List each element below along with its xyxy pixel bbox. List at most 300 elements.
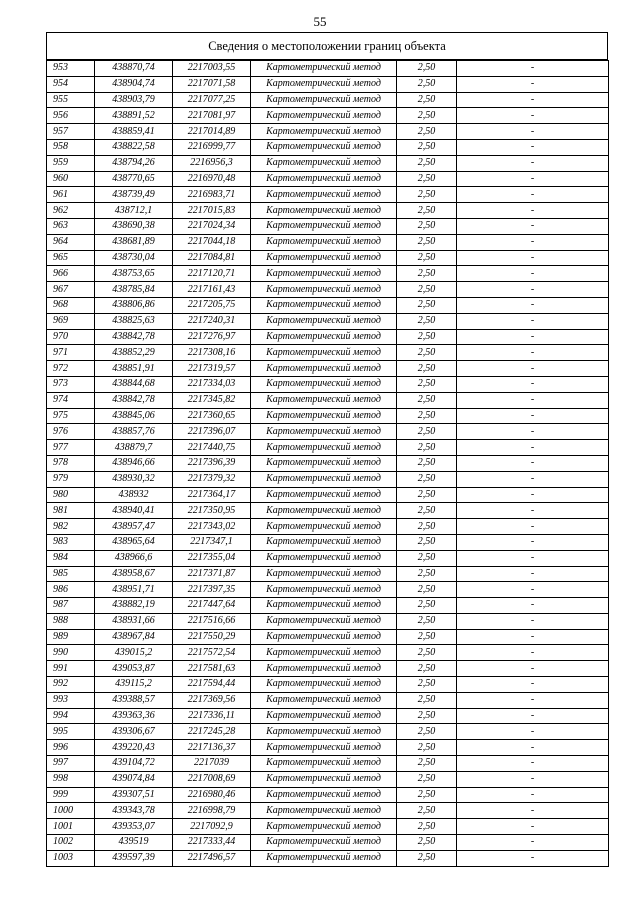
method-cell: Картометрический метод bbox=[251, 566, 397, 582]
description-cell: - bbox=[457, 266, 609, 282]
description-cell: - bbox=[457, 171, 609, 187]
point-number-cell: 976 bbox=[47, 424, 95, 440]
table-row bbox=[47, 677, 609, 693]
method-cell: Картометрический метод bbox=[251, 313, 397, 329]
description-cell: - bbox=[457, 61, 609, 77]
accuracy-cell: 2,50 bbox=[397, 803, 457, 819]
method-cell: Картометрический метод bbox=[251, 598, 397, 614]
accuracy-cell: 2,50 bbox=[397, 124, 457, 140]
x-coordinate-cell: 438859,41 bbox=[95, 124, 173, 140]
y-coordinate-cell: 2217276,97 bbox=[173, 329, 251, 345]
accuracy-cell: 2,50 bbox=[397, 598, 457, 614]
y-coordinate-cell: 2217336,11 bbox=[173, 708, 251, 724]
method-cell: Картометрический метод bbox=[251, 629, 397, 645]
y-coordinate-cell: 2217333,44 bbox=[173, 835, 251, 851]
point-number-cell: 997 bbox=[47, 756, 95, 772]
description-cell: - bbox=[457, 92, 609, 108]
point-number-cell: 974 bbox=[47, 392, 95, 408]
x-coordinate-cell: 438940,41 bbox=[95, 503, 173, 519]
description-cell: - bbox=[457, 740, 609, 756]
point-number-cell: 953 bbox=[47, 61, 95, 77]
table-row bbox=[47, 61, 609, 77]
description-cell: - bbox=[457, 313, 609, 329]
method-cell: Картометрический метод bbox=[251, 250, 397, 266]
accuracy-cell: 2,50 bbox=[397, 534, 457, 550]
method-cell: Картометрический метод bbox=[251, 361, 397, 377]
method-cell: Картометрический метод bbox=[251, 756, 397, 772]
point-number-cell: 979 bbox=[47, 471, 95, 487]
accuracy-cell: 2,50 bbox=[397, 155, 457, 171]
description-cell: - bbox=[457, 503, 609, 519]
x-coordinate-cell: 438882,19 bbox=[95, 598, 173, 614]
accuracy-cell: 2,50 bbox=[397, 76, 457, 92]
x-coordinate-cell: 438794,26 bbox=[95, 155, 173, 171]
table-row bbox=[47, 803, 609, 819]
description-cell: - bbox=[457, 787, 609, 803]
table-row bbox=[47, 629, 609, 645]
description-cell: - bbox=[457, 440, 609, 456]
y-coordinate-cell: 2216983,71 bbox=[173, 187, 251, 203]
point-number-cell: 969 bbox=[47, 313, 95, 329]
y-coordinate-cell: 2217015,83 bbox=[173, 203, 251, 219]
point-number-cell: 990 bbox=[47, 645, 95, 661]
y-coordinate-cell: 2217360,65 bbox=[173, 408, 251, 424]
description-cell: - bbox=[457, 645, 609, 661]
point-number-cell: 955 bbox=[47, 92, 95, 108]
page-number: 55 bbox=[313, 14, 327, 29]
accuracy-cell: 2,50 bbox=[397, 203, 457, 219]
method-cell: Картометрический метод bbox=[251, 76, 397, 92]
table-row bbox=[47, 582, 609, 598]
point-number-cell: 988 bbox=[47, 613, 95, 629]
point-number-cell: 961 bbox=[47, 187, 95, 203]
accuracy-cell: 2,50 bbox=[397, 819, 457, 835]
y-coordinate-cell: 2217081,97 bbox=[173, 108, 251, 124]
x-coordinate-cell: 438891,52 bbox=[95, 108, 173, 124]
table-row bbox=[47, 187, 609, 203]
description-cell: - bbox=[457, 803, 609, 819]
y-coordinate-cell: 2217572,54 bbox=[173, 645, 251, 661]
table-row bbox=[47, 692, 609, 708]
x-coordinate-cell: 438770,65 bbox=[95, 171, 173, 187]
method-cell: Картометрический метод bbox=[251, 218, 397, 234]
y-coordinate-cell: 2217347,1 bbox=[173, 534, 251, 550]
point-number-cell: 982 bbox=[47, 519, 95, 535]
method-cell: Картометрический метод bbox=[251, 124, 397, 140]
method-cell: Картометрический метод bbox=[251, 282, 397, 298]
accuracy-cell: 2,50 bbox=[397, 692, 457, 708]
table-row bbox=[47, 329, 609, 345]
method-cell: Картометрический метод bbox=[251, 803, 397, 819]
description-cell: - bbox=[457, 108, 609, 124]
x-coordinate-cell: 439074,84 bbox=[95, 771, 173, 787]
y-coordinate-cell: 2217369,56 bbox=[173, 692, 251, 708]
table-row bbox=[47, 503, 609, 519]
point-number-cell: 995 bbox=[47, 724, 95, 740]
y-coordinate-cell: 2217447,64 bbox=[173, 598, 251, 614]
accuracy-cell: 2,50 bbox=[397, 771, 457, 787]
method-cell: Картометрический метод bbox=[251, 613, 397, 629]
table-row bbox=[47, 613, 609, 629]
table-row bbox=[47, 124, 609, 140]
point-number-cell: 954 bbox=[47, 76, 95, 92]
accuracy-cell: 2,50 bbox=[397, 234, 457, 250]
method-cell: Картометрический метод bbox=[251, 708, 397, 724]
table-title: Сведения о местоположении границ объекта bbox=[46, 32, 608, 60]
table-row bbox=[47, 455, 609, 471]
method-cell: Картометрический метод bbox=[251, 376, 397, 392]
method-cell: Картометрический метод bbox=[251, 503, 397, 519]
point-number-cell: 978 bbox=[47, 455, 95, 471]
description-cell: - bbox=[457, 345, 609, 361]
point-number-cell: 981 bbox=[47, 503, 95, 519]
x-coordinate-cell: 438967,84 bbox=[95, 629, 173, 645]
method-cell: Картометрический метод bbox=[251, 819, 397, 835]
accuracy-cell: 2,50 bbox=[397, 424, 457, 440]
method-cell: Картометрический метод bbox=[251, 471, 397, 487]
y-coordinate-cell: 2217161,43 bbox=[173, 282, 251, 298]
accuracy-cell: 2,50 bbox=[397, 250, 457, 266]
method-cell: Картометрический метод bbox=[251, 345, 397, 361]
description-cell: - bbox=[457, 455, 609, 471]
point-number-cell: 958 bbox=[47, 139, 95, 155]
point-number-cell: 999 bbox=[47, 787, 95, 803]
description-cell: - bbox=[457, 598, 609, 614]
description-cell: - bbox=[457, 76, 609, 92]
method-cell: Картометрический метод bbox=[251, 534, 397, 550]
x-coordinate-cell: 438958,67 bbox=[95, 566, 173, 582]
method-cell: Картометрический метод bbox=[251, 677, 397, 693]
x-coordinate-cell: 438931,66 bbox=[95, 613, 173, 629]
y-coordinate-cell: 2217343,02 bbox=[173, 519, 251, 535]
accuracy-cell: 2,50 bbox=[397, 708, 457, 724]
point-number-cell: 986 bbox=[47, 582, 95, 598]
x-coordinate-cell: 438690,38 bbox=[95, 218, 173, 234]
method-cell: Картометрический метод bbox=[251, 724, 397, 740]
x-coordinate-cell: 438842,78 bbox=[95, 329, 173, 345]
table-row bbox=[47, 139, 609, 155]
description-cell: - bbox=[457, 250, 609, 266]
description-cell: - bbox=[457, 835, 609, 851]
accuracy-cell: 2,50 bbox=[397, 218, 457, 234]
x-coordinate-cell: 438851,91 bbox=[95, 361, 173, 377]
accuracy-cell: 2,50 bbox=[397, 550, 457, 566]
x-coordinate-cell: 438712,1 bbox=[95, 203, 173, 219]
table-row bbox=[47, 155, 609, 171]
table-row bbox=[47, 708, 609, 724]
accuracy-cell: 2,50 bbox=[397, 92, 457, 108]
table-row bbox=[47, 282, 609, 298]
method-cell: Картометрический метод bbox=[251, 139, 397, 155]
y-coordinate-cell: 2217084,81 bbox=[173, 250, 251, 266]
y-coordinate-cell: 2217334,03 bbox=[173, 376, 251, 392]
description-cell: - bbox=[457, 139, 609, 155]
table-row bbox=[47, 203, 609, 219]
x-coordinate-cell: 438965,64 bbox=[95, 534, 173, 550]
x-coordinate-cell: 438842,78 bbox=[95, 392, 173, 408]
y-coordinate-cell: 2217024,34 bbox=[173, 218, 251, 234]
table-row bbox=[47, 756, 609, 772]
method-cell: Картометрический метод bbox=[251, 835, 397, 851]
accuracy-cell: 2,50 bbox=[397, 629, 457, 645]
table-row bbox=[47, 297, 609, 313]
description-cell: - bbox=[457, 724, 609, 740]
y-coordinate-cell: 2216970,48 bbox=[173, 171, 251, 187]
x-coordinate-cell: 438753,65 bbox=[95, 266, 173, 282]
x-coordinate-cell: 438946,66 bbox=[95, 455, 173, 471]
x-coordinate-cell: 438966,6 bbox=[95, 550, 173, 566]
accuracy-cell: 2,50 bbox=[397, 787, 457, 803]
accuracy-cell: 2,50 bbox=[397, 661, 457, 677]
point-number-cell: 971 bbox=[47, 345, 95, 361]
point-number-cell: 989 bbox=[47, 629, 95, 645]
point-number-cell: 993 bbox=[47, 692, 95, 708]
accuracy-cell: 2,50 bbox=[397, 392, 457, 408]
accuracy-cell: 2,50 bbox=[397, 455, 457, 471]
method-cell: Картометрический метод bbox=[251, 850, 397, 866]
table-row bbox=[47, 487, 609, 503]
x-coordinate-cell: 438870,74 bbox=[95, 61, 173, 77]
method-cell: Картометрический метод bbox=[251, 645, 397, 661]
y-coordinate-cell: 2217440,75 bbox=[173, 440, 251, 456]
y-coordinate-cell: 2217516,66 bbox=[173, 613, 251, 629]
accuracy-cell: 2,50 bbox=[397, 471, 457, 487]
y-coordinate-cell: 2217319,57 bbox=[173, 361, 251, 377]
y-coordinate-cell: 2217077,25 bbox=[173, 92, 251, 108]
table-row bbox=[47, 740, 609, 756]
x-coordinate-cell: 438930,32 bbox=[95, 471, 173, 487]
x-coordinate-cell: 439306,67 bbox=[95, 724, 173, 740]
table-row bbox=[47, 392, 609, 408]
table-row bbox=[47, 598, 609, 614]
accuracy-cell: 2,50 bbox=[397, 376, 457, 392]
description-cell: - bbox=[457, 708, 609, 724]
y-coordinate-cell: 2217345,82 bbox=[173, 392, 251, 408]
x-coordinate-cell: 438857,76 bbox=[95, 424, 173, 440]
y-coordinate-cell: 2216998,79 bbox=[173, 803, 251, 819]
y-coordinate-cell: 2217371,87 bbox=[173, 566, 251, 582]
method-cell: Картометрический метод bbox=[251, 424, 397, 440]
y-coordinate-cell: 2217308,16 bbox=[173, 345, 251, 361]
description-cell: - bbox=[457, 234, 609, 250]
description-cell: - bbox=[457, 661, 609, 677]
accuracy-cell: 2,50 bbox=[397, 519, 457, 535]
point-number-cell: 991 bbox=[47, 661, 95, 677]
description-cell: - bbox=[457, 155, 609, 171]
y-coordinate-cell: 2217496,57 bbox=[173, 850, 251, 866]
description-cell: - bbox=[457, 187, 609, 203]
method-cell: Картометрический метод bbox=[251, 155, 397, 171]
point-number-cell: 977 bbox=[47, 440, 95, 456]
table-row bbox=[47, 819, 609, 835]
x-coordinate-cell: 439115,2 bbox=[95, 677, 173, 693]
point-number-cell: 957 bbox=[47, 124, 95, 140]
method-cell: Картометрический метод bbox=[251, 692, 397, 708]
description-cell: - bbox=[457, 850, 609, 866]
point-number-cell: 963 bbox=[47, 218, 95, 234]
description-cell: - bbox=[457, 329, 609, 345]
method-cell: Картометрический метод bbox=[251, 266, 397, 282]
y-coordinate-cell: 2217039 bbox=[173, 756, 251, 772]
y-coordinate-cell: 2216999,77 bbox=[173, 139, 251, 155]
description-cell: - bbox=[457, 376, 609, 392]
accuracy-cell: 2,50 bbox=[397, 361, 457, 377]
point-number-cell: 992 bbox=[47, 677, 95, 693]
y-coordinate-cell: 2217581,63 bbox=[173, 661, 251, 677]
table-body bbox=[47, 61, 609, 867]
y-coordinate-cell: 2217008,69 bbox=[173, 771, 251, 787]
table-row bbox=[47, 566, 609, 582]
table-row bbox=[47, 645, 609, 661]
method-cell: Картометрический метод bbox=[251, 455, 397, 471]
x-coordinate-cell: 438845,06 bbox=[95, 408, 173, 424]
point-number-cell: 964 bbox=[47, 234, 95, 250]
y-coordinate-cell: 2217092,9 bbox=[173, 819, 251, 835]
x-coordinate-cell: 439104,72 bbox=[95, 756, 173, 772]
boundary-table-frame bbox=[46, 32, 608, 867]
point-number-cell: 1003 bbox=[47, 850, 95, 866]
accuracy-cell: 2,50 bbox=[397, 345, 457, 361]
x-coordinate-cell: 439597,39 bbox=[95, 850, 173, 866]
method-cell: Картометрический метод bbox=[251, 108, 397, 124]
point-number-cell: 970 bbox=[47, 329, 95, 345]
y-coordinate-cell: 2217396,39 bbox=[173, 455, 251, 471]
table-row bbox=[47, 92, 609, 108]
y-coordinate-cell: 2217355,04 bbox=[173, 550, 251, 566]
x-coordinate-cell: 439307,51 bbox=[95, 787, 173, 803]
x-coordinate-cell: 438879,7 bbox=[95, 440, 173, 456]
y-coordinate-cell: 2217120,71 bbox=[173, 266, 251, 282]
table-row bbox=[47, 534, 609, 550]
accuracy-cell: 2,50 bbox=[397, 645, 457, 661]
point-number-cell: 1000 bbox=[47, 803, 95, 819]
x-coordinate-cell: 439015,2 bbox=[95, 645, 173, 661]
method-cell: Картометрический метод bbox=[251, 187, 397, 203]
table-row bbox=[47, 266, 609, 282]
description-cell: - bbox=[457, 282, 609, 298]
y-coordinate-cell: 2217071,58 bbox=[173, 76, 251, 92]
table-row bbox=[47, 234, 609, 250]
table-row bbox=[47, 835, 609, 851]
table-row bbox=[47, 218, 609, 234]
y-coordinate-cell: 2217240,31 bbox=[173, 313, 251, 329]
accuracy-cell: 2,50 bbox=[397, 61, 457, 77]
x-coordinate-cell: 438681,89 bbox=[95, 234, 173, 250]
boundary-points-table bbox=[46, 60, 609, 867]
description-cell: - bbox=[457, 819, 609, 835]
method-cell: Картометрический метод bbox=[251, 519, 397, 535]
method-cell: Картометрический метод bbox=[251, 550, 397, 566]
description-cell: - bbox=[457, 424, 609, 440]
y-coordinate-cell: 2217136,37 bbox=[173, 740, 251, 756]
description-cell: - bbox=[457, 582, 609, 598]
description-cell: - bbox=[457, 566, 609, 582]
x-coordinate-cell: 438852,29 bbox=[95, 345, 173, 361]
method-cell: Картометрический метод bbox=[251, 787, 397, 803]
x-coordinate-cell: 439053,87 bbox=[95, 661, 173, 677]
y-coordinate-cell: 2217205,75 bbox=[173, 297, 251, 313]
table-row bbox=[47, 471, 609, 487]
x-coordinate-cell: 438806,86 bbox=[95, 297, 173, 313]
description-cell: - bbox=[457, 613, 609, 629]
x-coordinate-cell: 438844,68 bbox=[95, 376, 173, 392]
accuracy-cell: 2,50 bbox=[397, 139, 457, 155]
y-coordinate-cell: 2217396,07 bbox=[173, 424, 251, 440]
y-coordinate-cell: 2217397,35 bbox=[173, 582, 251, 598]
y-coordinate-cell: 2217245,28 bbox=[173, 724, 251, 740]
accuracy-cell: 2,50 bbox=[397, 850, 457, 866]
method-cell: Картометрический метод bbox=[251, 661, 397, 677]
accuracy-cell: 2,50 bbox=[397, 329, 457, 345]
x-coordinate-cell: 438957,47 bbox=[95, 519, 173, 535]
accuracy-cell: 2,50 bbox=[397, 724, 457, 740]
x-coordinate-cell: 438785,84 bbox=[95, 282, 173, 298]
table-row bbox=[47, 345, 609, 361]
method-cell: Картометрический метод bbox=[251, 408, 397, 424]
x-coordinate-cell: 439388,57 bbox=[95, 692, 173, 708]
table-row bbox=[47, 771, 609, 787]
x-coordinate-cell: 438822,58 bbox=[95, 139, 173, 155]
table-row bbox=[47, 108, 609, 124]
method-cell: Картометрический метод bbox=[251, 771, 397, 787]
table-row bbox=[47, 408, 609, 424]
description-cell: - bbox=[457, 550, 609, 566]
accuracy-cell: 2,50 bbox=[397, 187, 457, 203]
accuracy-cell: 2,50 bbox=[397, 282, 457, 298]
point-number-cell: 967 bbox=[47, 282, 95, 298]
description-cell: - bbox=[457, 124, 609, 140]
accuracy-cell: 2,50 bbox=[397, 171, 457, 187]
method-cell: Картометрический метод bbox=[251, 329, 397, 345]
accuracy-cell: 2,50 bbox=[397, 487, 457, 503]
x-coordinate-cell: 438730,04 bbox=[95, 250, 173, 266]
accuracy-cell: 2,50 bbox=[397, 677, 457, 693]
point-number-cell: 965 bbox=[47, 250, 95, 266]
x-coordinate-cell: 438825,63 bbox=[95, 313, 173, 329]
description-cell: - bbox=[457, 392, 609, 408]
accuracy-cell: 2,50 bbox=[397, 440, 457, 456]
point-number-cell: 987 bbox=[47, 598, 95, 614]
point-number-cell: 966 bbox=[47, 266, 95, 282]
description-cell: - bbox=[457, 756, 609, 772]
x-coordinate-cell: 439363,36 bbox=[95, 708, 173, 724]
x-coordinate-cell: 438904,74 bbox=[95, 76, 173, 92]
table-row bbox=[47, 361, 609, 377]
y-coordinate-cell: 2217003,55 bbox=[173, 61, 251, 77]
accuracy-cell: 2,50 bbox=[397, 408, 457, 424]
point-number-cell: 996 bbox=[47, 740, 95, 756]
y-coordinate-cell: 2217014,89 bbox=[173, 124, 251, 140]
y-coordinate-cell: 2216980,46 bbox=[173, 787, 251, 803]
table-row bbox=[47, 440, 609, 456]
point-number-cell: 968 bbox=[47, 297, 95, 313]
table-row bbox=[47, 424, 609, 440]
point-number-cell: 1002 bbox=[47, 835, 95, 851]
x-coordinate-cell: 438932 bbox=[95, 487, 173, 503]
point-number-cell: 973 bbox=[47, 376, 95, 392]
table-row bbox=[47, 250, 609, 266]
method-cell: Картометрический метод bbox=[251, 440, 397, 456]
point-number-cell: 959 bbox=[47, 155, 95, 171]
x-coordinate-cell: 439343,78 bbox=[95, 803, 173, 819]
y-coordinate-cell: 2217364,17 bbox=[173, 487, 251, 503]
y-coordinate-cell: 2217594,44 bbox=[173, 677, 251, 693]
table-row bbox=[47, 376, 609, 392]
y-coordinate-cell: 2217044,18 bbox=[173, 234, 251, 250]
y-coordinate-cell: 2217350,95 bbox=[173, 503, 251, 519]
description-cell: - bbox=[457, 677, 609, 693]
accuracy-cell: 2,50 bbox=[397, 108, 457, 124]
